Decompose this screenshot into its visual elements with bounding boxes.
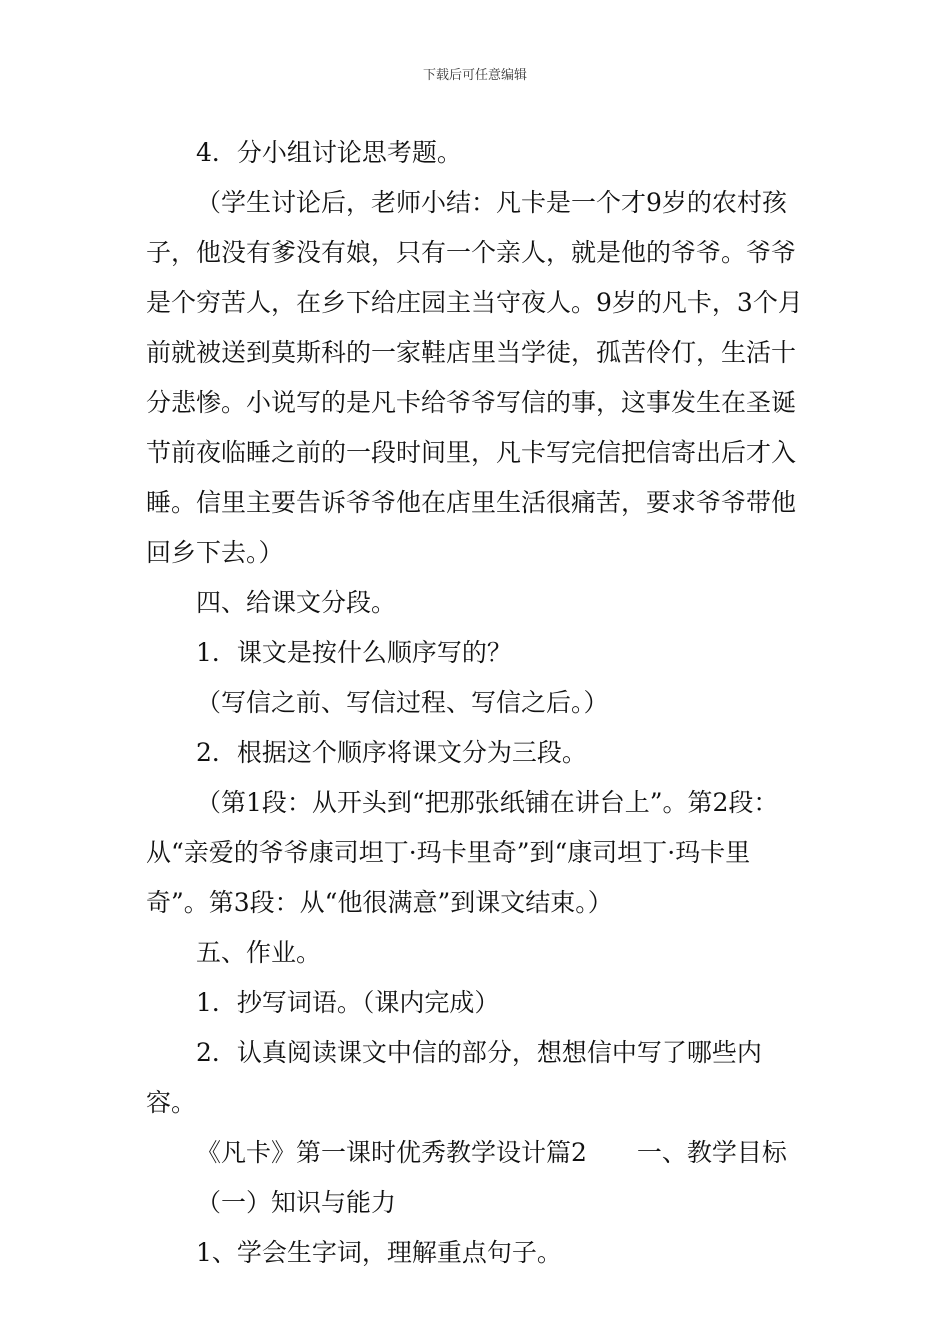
paragraph-design-title: 《凡卡》第一课时优秀教学设计篇2 一、教学目标	[196, 1138, 787, 1167]
paragraph-homework-1: 1．抄写词语。（课内完成）	[196, 988, 500, 1017]
paragraph-goal-1: 1、学会生字词，理解重点句子。	[196, 1238, 562, 1267]
document-body	[146, 128, 810, 1278]
page-header: 下载后可任意编辑	[422, 68, 527, 83]
paragraph-order-question: 1．课文是按什么顺序写的？	[196, 638, 512, 667]
paragraph-section-five: 五、作业。	[196, 938, 322, 967]
paragraph-section-four: 四、给课文分段。	[196, 588, 397, 617]
paragraph-divide: 2．根据这个顺序将课文分为三段。	[196, 738, 587, 767]
paragraph-summary: （学生讨论后，老师小结：凡卡是一个才9岁的农村孩子，他没有爹没有娘，只有一个亲人，就是他的爷爷。爷爷是个穷苦人，在乡下给庄园主当守夜人。9岁的凡卡，3个月前就被送到莫斯科的一家鞋店里当学徒，孤苦伶仃，生活十分悲惨。小说写的是凡卡给爷爷写信的事，这事发生在圣诞节前夜临睡之前的一段时间里，凡卡写完信把信寄出后才入睡。信里主要告诉爷爷他在店里生活很痛苦，要求爷爷带他回乡下去。）	[146, 188, 803, 567]
paragraph-homework-2: 2．认真阅读课文中信的部分，想想信中写了哪些内容。	[146, 1038, 762, 1117]
paragraph-segments: （第1段：从开头到“把那张纸铺在讲台上”。第2段：从“亲爱的爷爷康司坦丁·玛卡里奇”到“康司坦丁·玛卡里奇”。第3段：从“他很满意”到课文结束。）	[146, 788, 779, 917]
paragraph-knowledge: （一）知识与能力	[196, 1188, 397, 1217]
paragraph-discussion: 4．分小组讨论思考题。	[196, 138, 462, 167]
paragraph-order-answer: （写信之前、写信过程、写信之后。）	[196, 688, 609, 717]
